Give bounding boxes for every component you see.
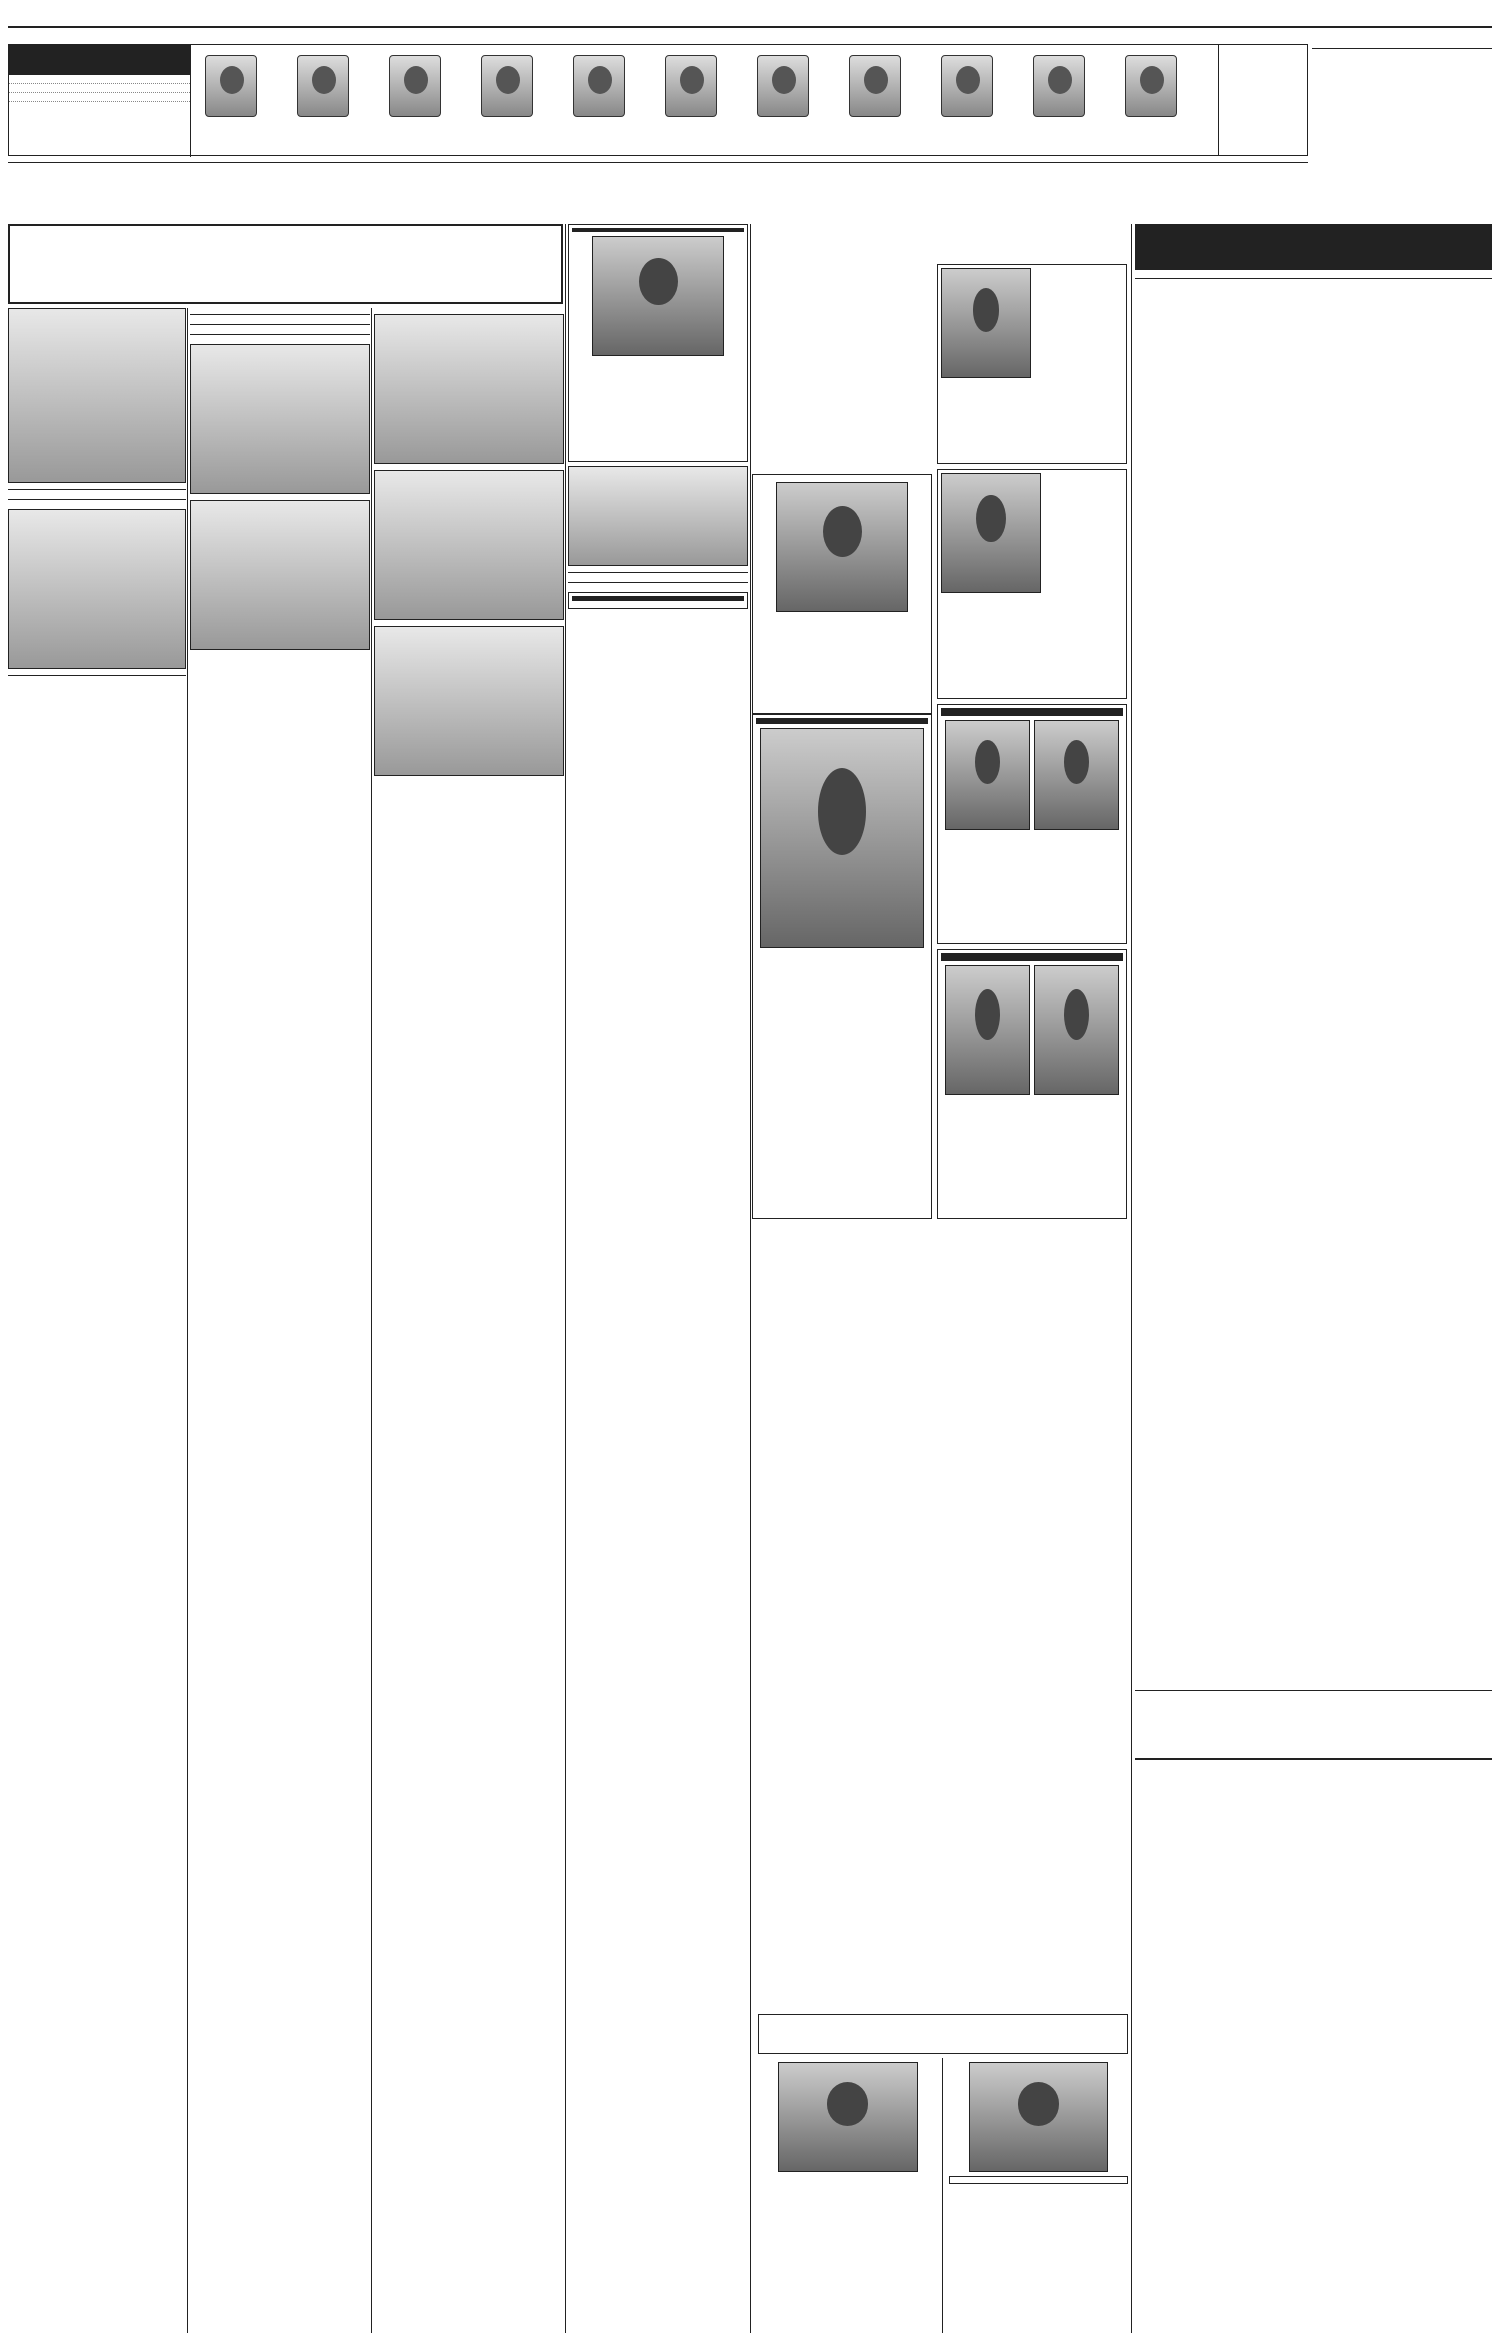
obituary-right xyxy=(949,2058,1129,2333)
general-sale-heading xyxy=(190,334,370,338)
column-divider xyxy=(1131,224,1132,2333)
news-column-b xyxy=(947,1430,1128,1999)
birthday-title xyxy=(9,45,190,75)
news-column-a xyxy=(758,1430,939,1999)
dillu-photo xyxy=(1034,965,1119,1095)
column-divider xyxy=(187,308,188,2333)
birthday-child xyxy=(293,55,353,121)
theft-text xyxy=(1312,49,1492,55)
first-birthday-title xyxy=(572,228,744,232)
child-photo xyxy=(1033,55,1085,117)
child-photo xyxy=(665,55,717,117)
coupon-field-dob xyxy=(9,93,190,102)
obituary-right-photo xyxy=(969,2062,1109,2172)
sale-heading xyxy=(8,489,186,493)
construction-heading xyxy=(190,314,370,318)
business-image xyxy=(374,470,564,620)
kriti-photo xyxy=(776,482,908,612)
birthday-child xyxy=(753,55,813,121)
column-divider xyxy=(750,224,751,2333)
obituary-section xyxy=(758,2058,1128,2333)
birthday-child xyxy=(845,55,905,121)
theft-news xyxy=(1312,44,1492,174)
vedanta-text xyxy=(1135,1840,1492,2330)
child-photo xyxy=(389,55,441,117)
classified-column-1 xyxy=(8,308,186,2333)
first-birthday-ad xyxy=(568,224,748,462)
classified-column-4 xyxy=(568,224,748,2333)
column-divider xyxy=(371,308,372,2333)
birthday-child xyxy=(569,55,629,121)
marriage-wish-ad-1 xyxy=(937,704,1127,944)
bulu-photo xyxy=(945,720,1030,830)
child-photo xyxy=(941,55,993,117)
packers-image xyxy=(190,500,370,650)
khushi-photo xyxy=(941,268,1031,378)
mini-title xyxy=(1041,473,1049,593)
sale-purchase-heading xyxy=(8,499,186,503)
tukuli-photo xyxy=(1034,720,1119,830)
birthday-strip xyxy=(8,44,1308,156)
booking-stations xyxy=(568,592,748,609)
birthday-ad-khushi xyxy=(937,264,1127,464)
child-photo xyxy=(757,55,809,117)
personal-ads-column xyxy=(752,224,1128,1234)
news-body xyxy=(758,1430,1128,2005)
birthday-child xyxy=(661,55,721,121)
birthday-child xyxy=(1121,55,1181,121)
online-promo xyxy=(949,2176,1129,2184)
horoscope-note xyxy=(1135,1690,1492,1760)
loan-image xyxy=(568,466,748,566)
obituary-left-photo xyxy=(778,2062,918,2172)
sale-heading-2 xyxy=(8,675,186,679)
child-photo xyxy=(1125,55,1177,117)
horoscope-astrologer xyxy=(1135,272,1492,279)
child-photo xyxy=(573,55,625,117)
affidavit-heading xyxy=(568,582,748,586)
marriage-wish-ad-2 xyxy=(937,949,1127,1219)
horoscope-list xyxy=(1135,318,1492,1678)
real-estate-image xyxy=(8,509,186,669)
birthday-terms xyxy=(8,158,1308,163)
child-photo xyxy=(297,55,349,117)
missing-title xyxy=(756,718,928,724)
classified-column-3 xyxy=(374,224,564,2333)
tikina-photo xyxy=(945,965,1030,1095)
automobile-image xyxy=(8,308,186,483)
column-divider xyxy=(565,224,566,2333)
birthday-child xyxy=(937,55,997,121)
missing-text xyxy=(756,952,928,958)
child-photo xyxy=(849,55,901,117)
first-birthday-photo xyxy=(592,236,724,356)
child-photo xyxy=(205,55,257,117)
booking-city xyxy=(572,600,744,601)
tolet-image xyxy=(190,344,370,494)
classified-column-2 xyxy=(190,308,370,2333)
birthday-child xyxy=(1029,55,1089,121)
mini-photo xyxy=(941,473,1041,593)
birthday-coupon xyxy=(9,45,191,157)
birthday-child xyxy=(385,55,445,121)
birthday-ad-mini xyxy=(937,469,1127,699)
birthday-ad-kriti xyxy=(752,474,932,714)
coupon-field-age xyxy=(9,84,190,93)
health-care-image xyxy=(374,314,564,464)
general-heading xyxy=(190,324,370,328)
missing-photo xyxy=(760,728,924,948)
obituary-left xyxy=(758,2058,943,2333)
page-header xyxy=(8,6,1492,28)
birthday-child xyxy=(201,55,261,121)
missing-person-ad xyxy=(752,714,932,1219)
lost-heading xyxy=(568,572,748,576)
coupon-field-name xyxy=(9,75,190,84)
photo-placeholder xyxy=(1218,44,1308,156)
khushi-title xyxy=(1031,268,1039,378)
horoscope-title xyxy=(1135,224,1492,270)
astrology-image xyxy=(374,626,564,776)
marriage-wish-title-2 xyxy=(941,953,1123,961)
child-photo xyxy=(481,55,533,117)
obituary-banner xyxy=(758,2014,1128,2054)
marriage-wish-title-1 xyxy=(941,708,1123,716)
birthday-child xyxy=(477,55,537,121)
